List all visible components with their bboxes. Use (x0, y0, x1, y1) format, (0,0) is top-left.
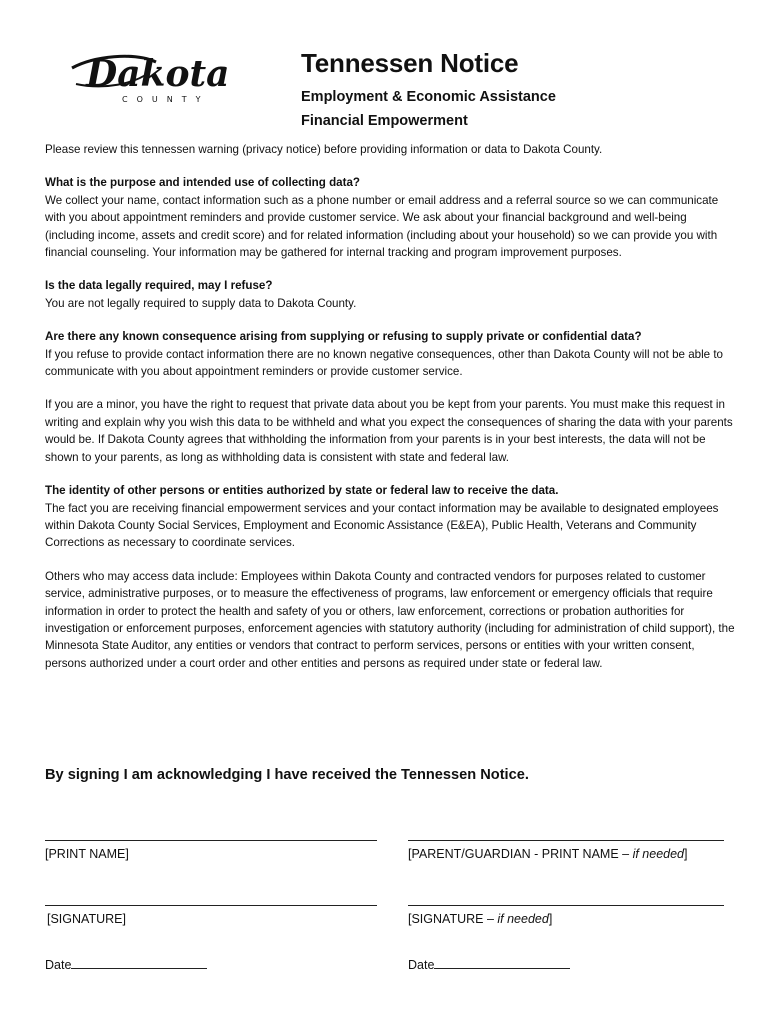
parent-print-name-suffix: ] (684, 847, 688, 861)
section-others-access (45, 568, 735, 672)
section-purpose (45, 174, 735, 261)
section-answer: If you refuse to provide contact information there are no known negative consequences, other than Dakota County will not be able to communicate with you about appointment reminders or provide customer service. (45, 347, 724, 379)
section-question: Is the data legally required, may I refuse? (45, 279, 273, 293)
if-needed-note: if needed (497, 912, 549, 926)
section-minor (45, 396, 735, 466)
date-field-left[interactable] (45, 956, 207, 972)
section-authorized-entities (45, 482, 735, 552)
date-label: Date (408, 958, 435, 972)
dakota-county-logo (64, 44, 254, 106)
signature-line[interactable] (45, 905, 377, 906)
section-question: Are there any known consequence arising from supplying or refusing to supply private or confidential data? (45, 330, 642, 344)
parent-signature-prefix: [SIGNATURE – (408, 912, 498, 926)
page-title: Tennessen Notice (301, 48, 519, 78)
dakota-logo-graphic (64, 44, 254, 106)
date-label: Date (45, 958, 72, 972)
department-subtitle: Employment & Economic Assistance (301, 89, 556, 105)
section-legally-required (45, 277, 735, 312)
section-question: The identity of other persons or entities authorized by state or federal law to receive the data. (45, 484, 559, 498)
section-consequences (45, 328, 735, 380)
notice-body (45, 141, 735, 688)
parent-print-name-prefix: [PARENT/GUARDIAN - PRINT NAME – (408, 847, 633, 861)
print-name-line[interactable] (45, 840, 377, 841)
program-subtitle: Financial Empowerment (301, 113, 468, 129)
section-answer: The fact you are receiving financial empowerment services and your contact information may be available to designated employees within Dakota County Social Services, Employment and Economic Assistance (E&EA), Public Health, Veterans and Community Corrections as necessary to coordinate services. (45, 501, 719, 550)
date-line[interactable] (434, 956, 570, 969)
acknowledgement-statement: By signing I am acknowledging I have received the Tennessen Notice. (45, 767, 529, 783)
date-field-right[interactable] (408, 956, 570, 972)
section-answer: If you are a minor, you have the right to request that private data about you be kept from your parents. You must make this request in writing and explain why you wish this data to be withheld and what you expect the consequences of sharing the data with your parents would be. If Dakota County agrees that withholding the information from your parents is in your best interests, the data will not be shown to your parents, as long as withholding data is consistent with state and federal law. (45, 398, 733, 464)
date-line[interactable] (71, 956, 207, 969)
parent-print-name-label (408, 847, 688, 861)
signature-label: [SIGNATURE] (47, 912, 126, 926)
section-answer: We collect your name, contact information such as a phone number or email address and a referral source so we can communicate with you about appointment reminders and provide customer service. We ask about your financial background and well-being (including income, assets and credit score) and for related information (including about your household) so we can provide you with financial counseling. Your information may be gathered for internal tracking and program improvement purposes. (45, 193, 719, 260)
logo-subtext: COUNTY (122, 95, 210, 104)
header-titles (301, 48, 741, 135)
parent-signature-label (408, 912, 552, 926)
parent-signature-line[interactable] (408, 905, 724, 906)
parent-print-name-line[interactable] (408, 840, 724, 841)
print-name-label: [PRINT NAME] (45, 847, 129, 861)
parent-signature-suffix: ] (548, 912, 553, 926)
section-answer: You are not legally required to supply data to Dakota County. (45, 296, 357, 310)
if-needed-note: if needed (632, 847, 685, 861)
logo-wordmark: Dakota (86, 53, 230, 95)
section-question: What is the purpose and intended use of collecting data? (45, 176, 360, 190)
section-answer: Others who may access data include: Employees within Dakota County and contracted vendors for purposes related to customer service, administrative purposes, or to measure the effectiveness of programs, law enforcement or emergency officials that require information in order to protect the health and safety of you or others, law enforcement, corrections or probation authorities for investigation or enforcement purposes, enforcement agencies with statutory authority (including for administration of child support), the Minnesota State Auditor, any entities or vendors that contract to perform services, persons or entities with your written consent, persons authorized under a court order and other entities and persons as required under state or federal law. (45, 569, 735, 670)
intro-text: Please review this tennessen warning (privacy notice) before providing information or data to Dakota County. (45, 143, 603, 156)
